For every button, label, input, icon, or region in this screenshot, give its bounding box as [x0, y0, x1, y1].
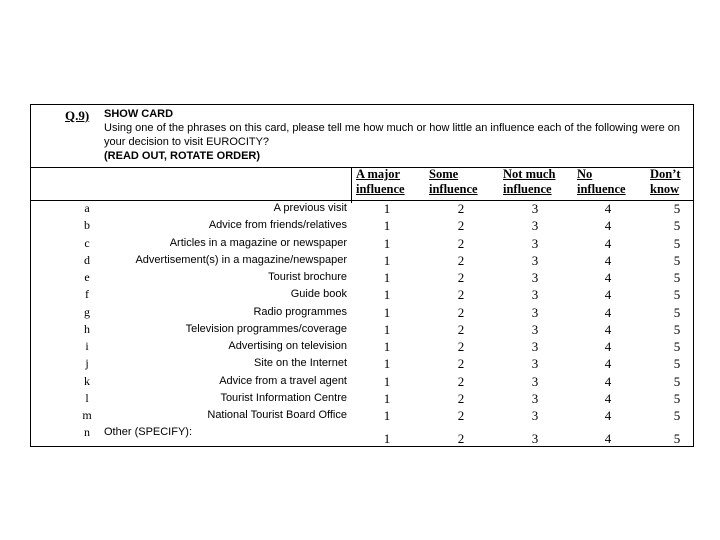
row-letter: c [84, 235, 90, 250]
response-code[interactable]: 5 [673, 304, 681, 320]
row-label: A previous visit [273, 202, 347, 214]
response-code[interactable]: 5 [673, 218, 681, 234]
row-label: National Tourist Board Office [207, 409, 347, 421]
column-header-no: No influence [577, 167, 626, 196]
column-header-major: A major influence [356, 167, 405, 196]
table-row [31, 252, 693, 269]
response-code[interactable]: 5 [673, 235, 681, 251]
response-code[interactable]: 2 [457, 270, 465, 285]
row-label: Advertising on television [228, 340, 347, 352]
response-code[interactable]: 3 [531, 252, 539, 268]
table-row [31, 321, 693, 338]
column-header-not-much: Not much influence [503, 167, 556, 196]
response-code[interactable]: 2 [457, 390, 465, 406]
response-code[interactable]: 4 [604, 408, 612, 423]
response-code[interactable]: 5 [673, 390, 681, 406]
response-code[interactable]: 1 [383, 270, 391, 285]
response-code[interactable]: 4 [604, 218, 612, 234]
response-code[interactable]: 5 [673, 356, 681, 372]
row-label: Tourist Information Centre [220, 391, 347, 404]
response-code[interactable]: 4 [604, 321, 612, 337]
response-code[interactable]: 1 [383, 373, 391, 389]
response-code[interactable]: 3 [531, 431, 539, 447]
response-code[interactable]: 2 [457, 373, 465, 389]
response-code[interactable]: 5 [673, 373, 681, 389]
response-code[interactable]: 3 [531, 390, 539, 406]
response-code[interactable]: 2 [457, 321, 465, 337]
response-code[interactable]: 5 [673, 270, 681, 285]
response-code[interactable]: 5 [673, 408, 681, 423]
table-row [31, 407, 693, 424]
response-code[interactable]: 2 [457, 252, 465, 268]
row-label: Site on the Internet [254, 357, 347, 370]
column-header-some: Some influence [429, 167, 478, 196]
response-code[interactable]: 4 [604, 304, 612, 320]
row-label: Advice from friends/relatives [208, 219, 347, 232]
question-header [31, 105, 693, 168]
response-code[interactable]: 3 [531, 201, 539, 216]
response-code[interactable]: 4 [604, 356, 612, 372]
response-code[interactable]: 1 [383, 431, 391, 447]
table-row [31, 200, 693, 217]
response-code[interactable]: 5 [673, 431, 681, 447]
question-instruction: (READ OUT, ROTATE ORDER) [104, 150, 261, 162]
response-code[interactable]: 1 [383, 218, 391, 234]
response-code[interactable]: 2 [457, 287, 465, 303]
response-code[interactable]: 4 [604, 287, 612, 303]
question-number: Q.9) [65, 108, 90, 123]
table-row [31, 390, 693, 407]
row-letter: l [85, 390, 89, 405]
row-letter: f [85, 287, 89, 302]
response-code[interactable]: 1 [383, 304, 391, 320]
question-text: Using one of the phrases on this card, please tell me how much or how little an influence each of the following were on your decision to visit EUROCITY? [104, 122, 680, 148]
table-row [31, 235, 693, 252]
response-code[interactable]: 1 [383, 339, 391, 354]
table-row [31, 338, 693, 355]
response-code[interactable]: 4 [604, 390, 612, 406]
row-letter: a [84, 201, 90, 215]
response-code[interactable]: 5 [673, 321, 681, 337]
response-code[interactable]: 5 [673, 287, 681, 303]
row-letter: g [84, 304, 90, 319]
response-code[interactable]: 1 [383, 235, 391, 251]
table-row [31, 424, 693, 447]
row-label: Other (SPECIFY): [104, 426, 193, 439]
row-letter: k [84, 373, 90, 388]
row-letter: m [82, 408, 92, 422]
response-code[interactable]: 3 [531, 356, 539, 372]
response-code[interactable]: 1 [383, 252, 391, 268]
response-code[interactable]: 4 [604, 431, 612, 447]
row-label: Advertisement(s) in a magazine/newspaper [135, 253, 347, 266]
response-code[interactable]: 2 [457, 339, 465, 354]
response-code[interactable]: 4 [604, 201, 612, 216]
response-code[interactable]: 2 [457, 356, 465, 372]
row-letter: h [84, 321, 90, 336]
row-letter: n [84, 425, 90, 440]
response-code[interactable]: 4 [604, 252, 612, 268]
response-code[interactable]: 2 [457, 408, 465, 423]
response-code[interactable]: 3 [531, 304, 539, 320]
row-label: Radio programmes [253, 305, 347, 318]
column-divider [351, 167, 352, 203]
column-header-dont-know: Don’t know [650, 167, 681, 196]
response-code[interactable]: 2 [457, 218, 465, 234]
response-code[interactable]: 1 [383, 287, 391, 303]
response-code[interactable]: 1 [383, 201, 391, 216]
row-letter: b [84, 218, 90, 233]
table-row [31, 355, 693, 372]
row-label: Articles in a magazine or newspaper [169, 236, 347, 249]
row-letter: j [85, 356, 89, 371]
question-card [30, 104, 694, 447]
response-code[interactable]: 4 [604, 235, 612, 251]
response-code[interactable]: 3 [531, 287, 539, 303]
response-code[interactable]: 3 [531, 339, 539, 354]
response-code[interactable]: 3 [531, 373, 539, 389]
response-code[interactable]: 5 [673, 339, 681, 354]
response-code[interactable]: 2 [457, 201, 465, 216]
response-code[interactable]: 4 [604, 373, 612, 389]
table-row [31, 304, 693, 321]
response-code[interactable]: 4 [604, 270, 612, 285]
row-label: Tourist brochure [268, 271, 347, 283]
response-code[interactable]: 3 [531, 218, 539, 234]
row-letter: e [84, 270, 90, 284]
show-card-label: SHOW CARD [104, 108, 174, 120]
response-code[interactable]: 2 [457, 431, 465, 447]
response-code[interactable]: 1 [383, 321, 391, 337]
response-code[interactable]: 5 [673, 252, 681, 268]
response-code[interactable]: 5 [673, 201, 681, 216]
response-code[interactable]: 1 [383, 356, 391, 372]
response-code[interactable]: 2 [457, 304, 465, 320]
row-label: Television programmes/coverage [185, 322, 347, 335]
response-code[interactable]: 3 [531, 270, 539, 285]
row-letter: d [84, 252, 90, 267]
row-label: Advice from a travel agent [219, 374, 347, 387]
table-row [31, 286, 693, 303]
table-row [31, 373, 693, 390]
response-code[interactable]: 3 [531, 321, 539, 337]
response-code[interactable]: 3 [531, 235, 539, 251]
response-code[interactable]: 3 [531, 408, 539, 423]
row-label: Guide book [290, 288, 347, 301]
response-code[interactable]: 2 [457, 235, 465, 251]
response-code[interactable]: 4 [604, 339, 612, 354]
response-code[interactable]: 1 [383, 390, 391, 406]
table-row [31, 217, 693, 234]
table-row [31, 269, 693, 286]
row-letter: i [85, 339, 89, 353]
response-code[interactable]: 1 [383, 408, 391, 423]
